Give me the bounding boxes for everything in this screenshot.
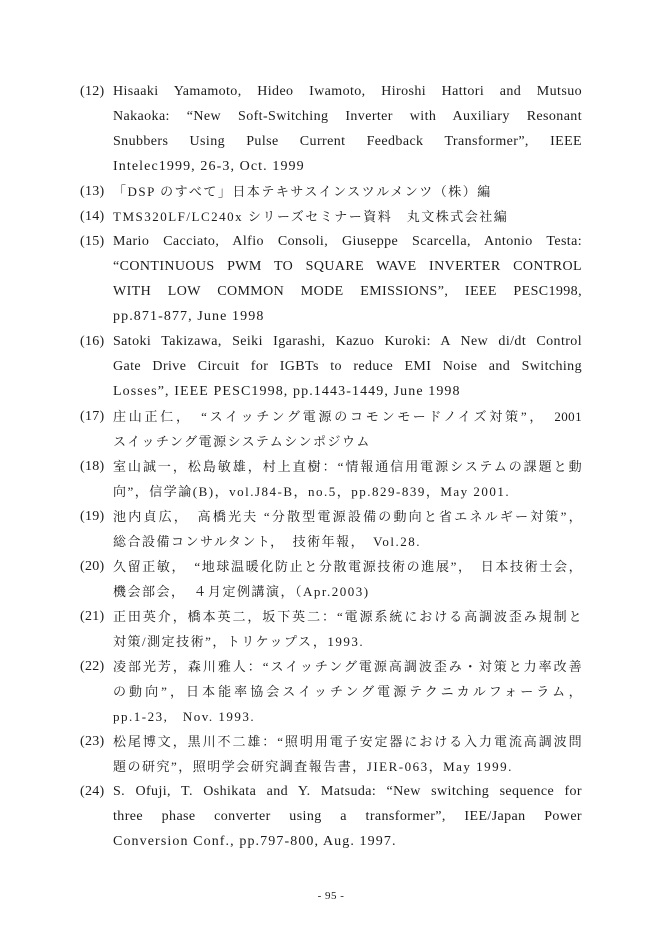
reference-line: S. Ofuji, T. Oshikata and Y. Matsuda: “New switching sequence for <box>113 783 582 799</box>
reference-text <box>113 404 582 454</box>
reference-text <box>113 204 582 229</box>
reference-entry <box>80 404 582 454</box>
reference-text <box>113 554 582 604</box>
reference-line: 題の研究”，照明学会研究調査報告書，JIER-063，May 1999. <box>113 758 513 774</box>
reference-entry <box>80 729 582 779</box>
reference-line: の動向”，日本能率協会スイッチング電源テクニカルフォーラム， <box>113 683 582 699</box>
reference-line: Satoki Takizawa, Seiki Igarashi, Kazuo Kuroki: A New di/dt Control <box>113 333 582 349</box>
reference-number: (18) <box>80 458 105 474</box>
reference-number: (22) <box>80 658 105 674</box>
reference-line: Losses”, IEEE PESC1998, pp.1443-1449, June 1998 <box>113 383 461 399</box>
reference-number: (16) <box>80 333 105 349</box>
reference-number: (24) <box>80 783 105 799</box>
reference-line: Gate Drive Circuit for IGBTs to reduce EMI Noise and Switching <box>113 358 582 374</box>
reference-entry <box>80 229 582 329</box>
reference-list <box>80 79 582 854</box>
reference-text <box>113 454 582 504</box>
reference-entry <box>80 454 582 504</box>
reference-entry <box>80 504 582 554</box>
reference-line: pp.1-23, Nov. 1993. <box>113 708 256 724</box>
reference-number: (14) <box>80 208 105 224</box>
reference-line: three phase converter using a transformer”, IEE/Japan Power <box>113 808 582 824</box>
reference-line: 池内貞広， 高橋光夫 “分散型電源設備の動向と省エネルギー対策”， <box>113 508 582 524</box>
reference-line: WITH LOW COMMON MODE EMISSIONS”, IEEE PESC1998, <box>113 283 582 299</box>
reference-line: 凌部光芳，森川雅人：“スイッチング電源高調波歪み・対策と力率改善 <box>113 658 582 674</box>
reference-number: (15) <box>80 233 105 249</box>
reference-entry <box>80 604 582 654</box>
reference-entry <box>80 204 582 229</box>
reference-entry <box>80 329 582 404</box>
reference-text <box>113 229 582 329</box>
reference-entry <box>80 554 582 604</box>
reference-line: 庄山正仁， “スイッチング電源のコモンモードノイズ対策”， 2001 <box>113 408 582 424</box>
reference-text <box>113 729 582 779</box>
reference-line: TMS320LF/LC240x シリーズセミナー資料 丸文株式会社編 <box>113 208 509 224</box>
reference-entry <box>80 654 582 729</box>
reference-number: (23) <box>80 733 105 749</box>
reference-entry <box>80 79 582 179</box>
reference-entry <box>80 779 582 854</box>
reference-line: 松尾博文，黒川不二雄：“照明用電子安定器における入力電流高調波問 <box>113 733 582 749</box>
reference-line: 「DSP のすべて」日本テキサスインスツルメンツ（株）編 <box>113 183 492 199</box>
reference-number: (21) <box>80 608 105 624</box>
reference-text <box>113 504 582 554</box>
page-number: - 95 - <box>317 890 345 902</box>
reference-line: Conversion Conf., pp.797-800, Aug. 1997. <box>113 833 397 849</box>
reference-line: 室山誠一，松島敏雄，村上直樹：“情報通信用電源システムの課題と動 <box>113 458 582 474</box>
reference-text <box>113 654 582 729</box>
reference-line: スイッチング電源システムシンポジウム <box>113 433 371 449</box>
reference-line: Mario Cacciato, Alfio Consoli, Giuseppe Scarcella, Antonio Testa: <box>113 233 582 249</box>
reference-text <box>113 779 582 854</box>
reference-number: (13) <box>80 183 105 199</box>
reference-text <box>113 179 582 204</box>
reference-line: “CONTINUOUS PWM TO SQUARE WAVE INVERTER CONTROL <box>113 258 582 274</box>
reference-line: 機会部会， ４月定例講演，（Apr.2003) <box>113 583 370 599</box>
reference-line: Hisaaki Yamamoto, Hideo Iwamoto, Hiroshi Hattori and Mutsuo <box>113 83 582 99</box>
reference-line: 久留正敏， “地球温暖化防止と分散電源技術の進展”， 日本技術士会， <box>113 558 582 574</box>
reference-line: Snubbers Using Pulse Current Feedback Transformer”, IEEE <box>113 133 582 149</box>
reference-text <box>113 79 582 179</box>
reference-entry <box>80 179 582 204</box>
reference-number: (12) <box>80 83 105 99</box>
reference-line: 向”，信学論(B)，vol.J84-B，no.5，pp.829-839，May 2001. <box>113 483 511 499</box>
reference-number: (19) <box>80 508 105 524</box>
reference-line: Intelec1999, 26-3, Oct. 1999 <box>113 158 305 174</box>
reference-line: 対策/測定技術”，トリケップス，1993. <box>113 633 365 649</box>
reference-line: pp.871-877, June 1998 <box>113 308 265 324</box>
reference-line: 正田英介，橋本英二，坂下英二：“電源系統における高調波歪み規制と <box>113 608 582 624</box>
reference-number: (20) <box>80 558 105 574</box>
reference-number: (17) <box>80 408 105 424</box>
reference-text <box>113 604 582 654</box>
reference-line: Nakaoka: “New Soft-Switching Inverter with Auxiliary Resonant <box>113 108 582 124</box>
reference-line: 総合設備コンサルタント， 技術年報， Vol.28. <box>113 533 421 549</box>
reference-text <box>113 329 582 404</box>
